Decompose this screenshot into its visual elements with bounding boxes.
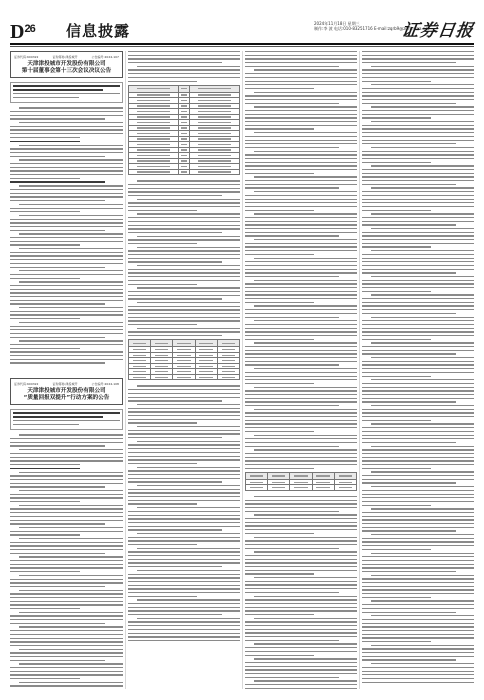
column-divider [125,51,126,689]
body-text [245,51,357,469]
data-table [128,339,240,380]
column-divider [242,51,243,689]
body-text [245,496,357,689]
company-name: 天津津投城市开发股份有限公司 [27,388,106,395]
notice-number: 公告编号:2024-107 [91,55,119,59]
body-text [10,107,123,363]
issue-date: 2024年11月18日 星期三 [314,21,360,26]
stock-code: 证券代码:600322 [14,55,39,59]
stock-name: 证券简称:津投城开 [52,55,78,59]
body-text [128,385,240,641]
notice-number: 公告编号:2024-108 [91,382,119,387]
notice-header [10,51,123,78]
page-letter: D [10,21,24,43]
page-number [10,18,35,43]
column-3 [245,51,357,689]
notice-code-row [14,55,119,59]
page-number-digits: 26 [24,23,35,35]
section-title: 信息披露 [66,22,131,40]
body-text [128,51,240,82]
data-table [128,85,240,176]
disclaimer-box [10,82,123,103]
body-text [362,51,474,683]
newspaper-logo: 证券日报 [400,21,476,41]
company-name: 天津津投城市开发股份有限公司 [27,61,106,67]
notice-title: 第十届董事会第十三次会议决议公告 [21,68,112,74]
column-divider [359,51,360,689]
notice-code-row [14,382,119,386]
body-text [10,434,123,689]
column-4 [362,51,474,689]
editor-contact: 制作:李 波 电话:010-83251716 E-mail:zqrb9@zqrb.sina.net [314,26,430,31]
notice-header [10,378,123,405]
body-text [128,180,240,336]
data-table [245,472,357,491]
stock-name: 证券简称:津投城开 [52,382,78,387]
masthead [10,18,474,42]
disclaimer-box [10,409,123,430]
masthead-rule [10,43,474,45]
column-1 [10,51,123,689]
notice-title: “质量回报双提升”行动方案的公告 [23,395,110,402]
stock-code: 证券代码:600322 [14,382,39,387]
column-2 [128,51,240,689]
masthead-rule-thin [10,46,474,47]
